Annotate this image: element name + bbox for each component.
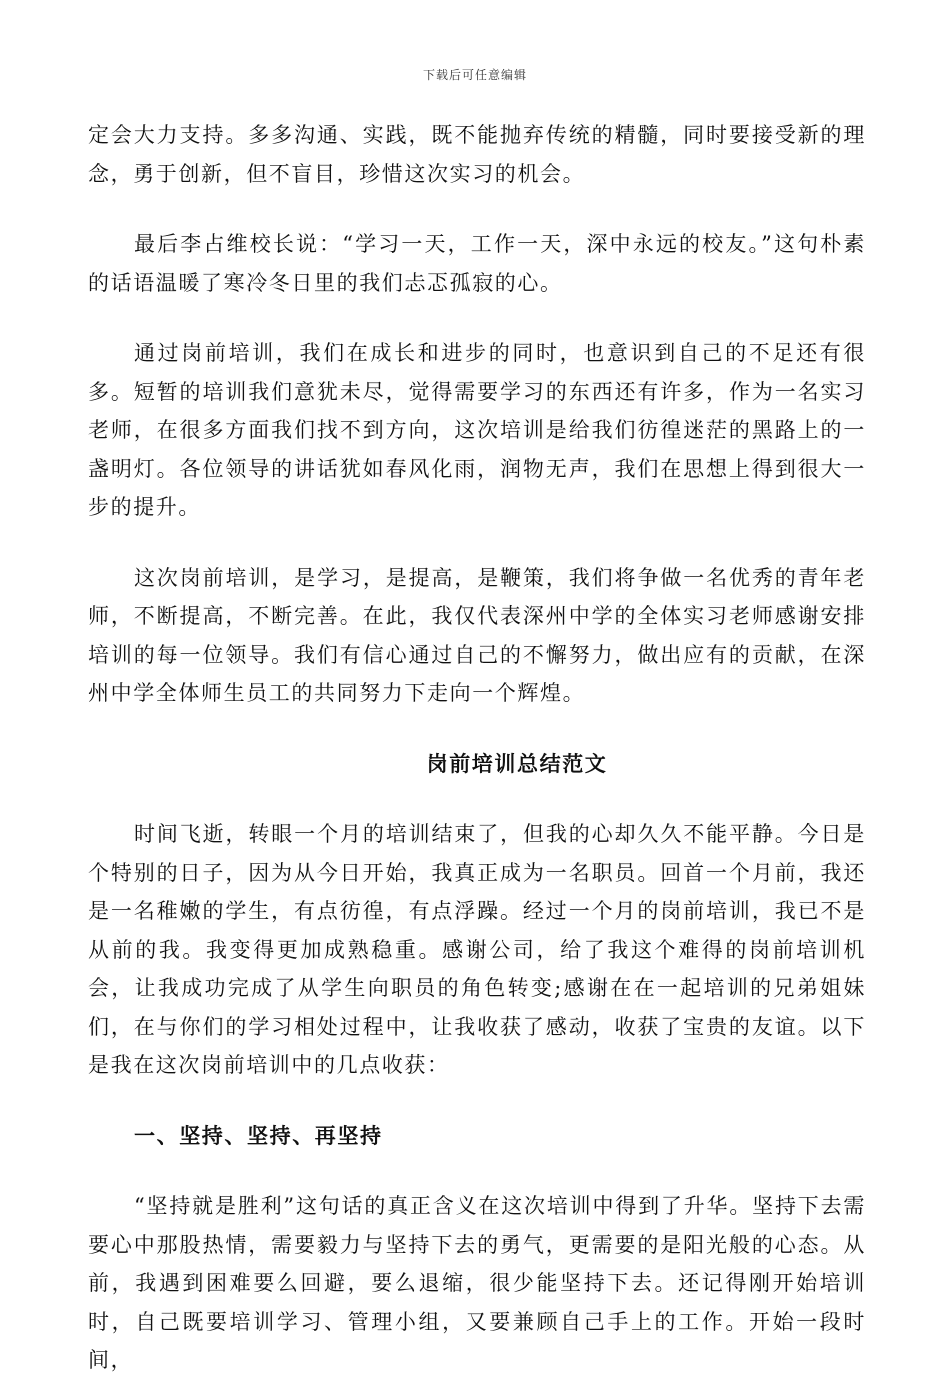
section-title: 岗前培训总结范文 (426, 750, 608, 776)
subheading-persistence: 一、坚持、坚持、再坚持 (134, 1122, 383, 1148)
paragraph-training-reflection: 通过岗前培训，我们在成长和进步的同时，也意识到自己的不足还有很多。短暂的培训我们意犹未尽，觉得需要学习的东西还有许多，作为一名实习老师，在很多方面我们找不到方向，这次培训是给我们彷徨迷茫的黑路上的一盏明灯。各位领导的讲话犹如春风化雨，润物无声，我们在思想上得到很大一步的提升。 (88, 341, 866, 519)
header-note: 下载后可任意编辑 (422, 68, 527, 82)
paragraph-intro: 时间飞逝，转眼一个月的培训结束了，但我的心却久久不能平静。今日是个特别的日子，因为从今日开始，我真正成为一名职员。回首一个月前，我还是一名稚嫩的学生，有点彷徨，有点浮躁。经过一个月的岗前培训，我已不是从前的我。我变得更加成熟稳重。感谢公司，给了我这个难得的岗前培训机会，让我成功完成了从学生向职员的角色转变;感谢在在一起培训的兄弟姐妹们，在与你们的学习相处过程中，让我收获了感动，收获了宝贵的友谊。以下是我在这次岗前培训中的几点收获： (88, 822, 866, 1077)
paragraph-principal-quote: 最后李占维校长说：“学习一天，工作一天，深中永远的校友。”这句朴素的话语温暖了寒冷冬日里的我们忐忑孤寂的心。 (88, 232, 866, 295)
paragraph-persistence: “坚持就是胜利”这句话的真正含义在这次培训中得到了升华。坚持下去需要心中那股热情，需要毅力与坚持下去的勇气，更需要的是阳光般的心态。从前，我遇到困难要么回避，要么退缩，很少能坚持下去。还记得刚开始培训时，自己既要培训学习、管理小组，又要兼顾自己手上的工作。开始一段时间， (88, 1194, 866, 1372)
paragraph-closing-thanks: 这次岗前培训，是学习，是提高，是鞭策，我们将争做一名优秀的青年老师，不断提高，不断完善。在此，我仅代表深州中学的全体实习老师感谢安排培训的每一位领导。我们有信心通过自己的不懈努力，做出应有的贡献，在深州中学全体师生员工的共同努力下走向一个辉煌。 (88, 565, 866, 705)
paragraph-continuation: 定会大力支持。多多沟通、实践，既不能抛弃传统的精髓，同时要接受新的理念，勇于创新，但不盲目，珍惜这次实习的机会。 (88, 123, 866, 186)
document-body (88, 116, 866, 1380)
